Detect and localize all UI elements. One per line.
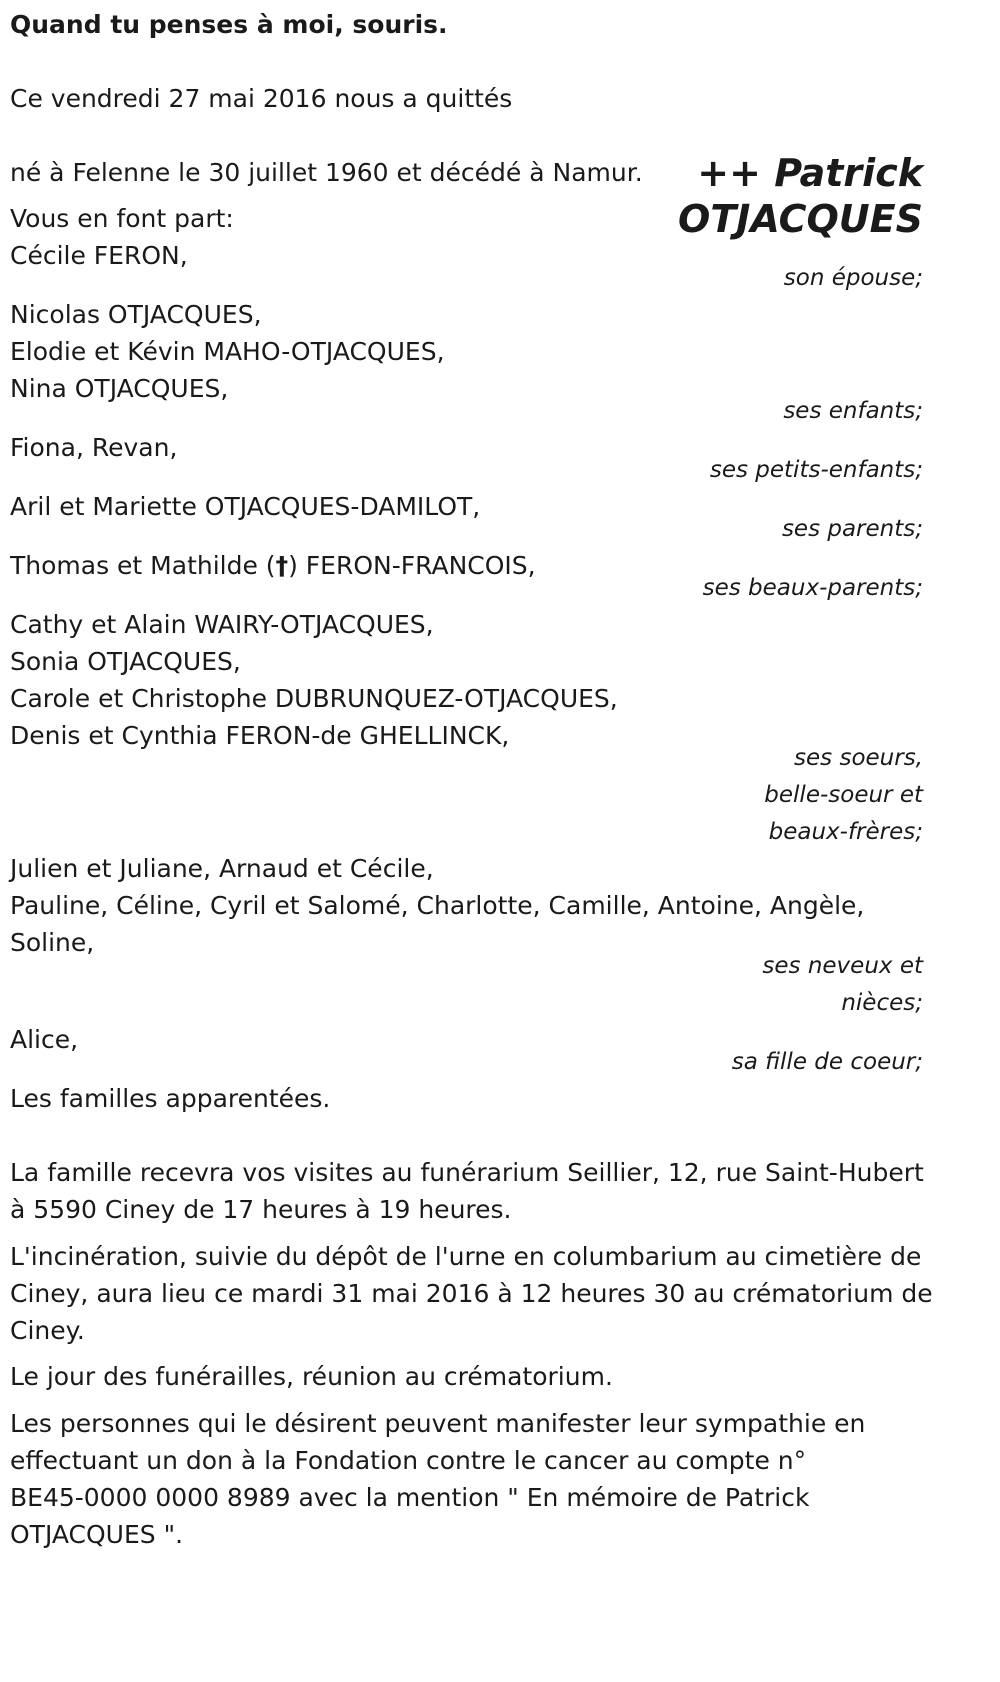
cremation-line: Ciney. bbox=[10, 1316, 85, 1345]
heart-daughter-role: sa fille de coeur; bbox=[731, 1049, 923, 1075]
children-role: ses enfants; bbox=[783, 398, 923, 424]
intro-line: Vous en font part: bbox=[10, 204, 234, 233]
child-name: Elodie et Kévin MAHO-OTJACQUES, bbox=[10, 337, 445, 366]
donation-line: OTJACQUES ". bbox=[10, 1520, 184, 1549]
deceased-name-first: ++ Patrick bbox=[697, 151, 923, 195]
sibling-name: Carole et Christophe DUBRUNQUEZ-OTJACQUES, bbox=[10, 684, 618, 713]
donation-line: Les personnes qui le désirent peuvent manifester leur sympathie en bbox=[10, 1409, 866, 1438]
nephew-names: Soline, bbox=[10, 928, 95, 957]
announcement: Ce vendredi 27 mai 2016 nous a quittés bbox=[10, 84, 513, 113]
donation-line: effectuant un don à la Fondation contre le cancer au compte n° bbox=[10, 1446, 807, 1475]
inlaws-role: ses beaux-parents; bbox=[702, 575, 923, 601]
sibling-name: Sonia OTJACQUES, bbox=[10, 647, 241, 676]
visits-line: à 5590 Ciney de 17 heures à 19 heures. bbox=[10, 1195, 512, 1224]
spouse-name: Cécile FERON, bbox=[10, 241, 188, 270]
cremation-line: Ciney, aura lieu ce mardi 31 mai 2016 à 12 heures 30 au crématorium de bbox=[10, 1279, 933, 1308]
sibling-name: Cathy et Alain WAIRY-OTJACQUES, bbox=[10, 610, 434, 639]
siblings-role: beaux-frères; bbox=[768, 819, 923, 845]
parents-role: ses parents; bbox=[781, 516, 923, 542]
cremation-line: L'incinération, suivie du dépôt de l'urne en columbarium au cimetière de bbox=[10, 1242, 922, 1271]
siblings-role: belle-soeur et bbox=[764, 782, 923, 808]
parents-names: Aril et Mariette OTJACQUES-DAMILOT, bbox=[10, 492, 481, 521]
inlaws-names: Thomas et Mathilde (†) FERON-FRANCOIS, bbox=[10, 546, 536, 586]
cross-icon: † bbox=[275, 551, 289, 580]
meeting-line: Le jour des funérailles, réunion au crématorium. bbox=[10, 1362, 613, 1391]
spouse-role: son épouse; bbox=[783, 265, 923, 291]
sibling-name: Denis et Cynthia FERON-de GHELLINCK, bbox=[10, 721, 510, 750]
grandchildren-role: ses petits-enfants; bbox=[709, 457, 923, 483]
donation-line: BE45-0000 0000 8989 avec la mention " En mémoire de Patrick bbox=[10, 1483, 810, 1512]
visits-line: La famille recevra vos visites au funérarium Seillier, 12, rue Saint-Hubert bbox=[10, 1158, 924, 1187]
child-name: Nicolas OTJACQUES, bbox=[10, 300, 262, 329]
child-name: Nina OTJACQUES, bbox=[10, 374, 229, 403]
heart-daughter-name: Alice, bbox=[10, 1025, 79, 1054]
grandchildren-names: Fiona, Revan, bbox=[10, 433, 178, 462]
siblings-role: ses soeurs, bbox=[794, 745, 923, 771]
nephews-role: ses neveux et bbox=[762, 953, 923, 979]
related-families: Les familles apparentées. bbox=[10, 1084, 331, 1113]
birth-death-line: né à Felenne le 30 juillet 1960 et décédé à Namur. bbox=[10, 158, 643, 187]
nephew-names: Pauline, Céline, Cyril et Salomé, Charlotte, Camille, Antoine, Angèle, bbox=[10, 891, 865, 920]
deceased-name-last: OTJACQUES bbox=[678, 197, 923, 241]
nephews-role: nièces; bbox=[841, 990, 923, 1016]
motto: Quand tu penses à moi, souris. bbox=[10, 10, 448, 39]
nephew-names: Julien et Juliane, Arnaud et Cécile, bbox=[10, 854, 434, 883]
